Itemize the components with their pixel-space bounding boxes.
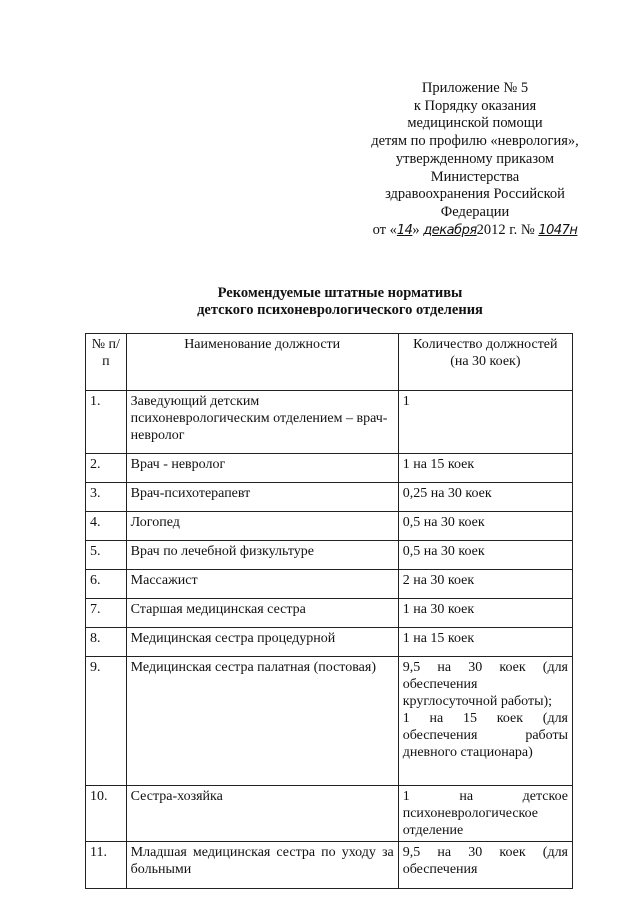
row-number: 5. [86,541,127,570]
appendix-line: утвержденному приказом [395,150,555,167]
row-number: 7. [86,599,127,628]
position-quantity [398,483,572,512]
table-row [86,541,573,570]
quantity-text: 0,5 на 30 коек [402,515,485,530]
document-title [100,285,580,319]
row-number: 6. [86,570,127,599]
order-date-line [340,222,610,240]
handwritten-month: декабря [423,222,477,238]
position-quantity [398,512,572,541]
quantity-text: 9,5 на 30 коек (для обеспечения [402,845,568,877]
position-name: Врач - невролог [126,454,398,483]
table-row [86,657,573,786]
table-row [86,454,573,483]
title-line-1: Рекомендуемые штатные нормативы [217,285,463,301]
row-number: 8. [86,628,127,657]
position-name: Заведующий детским психоневрологическим отделением – врач-невролог [126,391,398,454]
date-mid: » [412,221,420,238]
row-number: 4. [86,512,127,541]
position-quantity [398,657,572,786]
quantity-text: 1 на 15 коек [402,457,475,472]
table-row [86,570,573,599]
table-row [86,391,573,454]
handwritten-day: 14 [396,222,413,238]
row-number: 3. [86,483,127,512]
position-quantity [398,454,572,483]
position-quantity [398,842,572,889]
position-name: Массажист [126,570,398,599]
quantity-text: 1 на 15 коек [402,631,475,646]
table-row [86,786,573,842]
position-quantity [398,628,572,657]
table-header-row [86,334,573,391]
position-quantity [398,391,572,454]
staffing-table [85,333,573,889]
table-row [86,628,573,657]
row-number: 10. [86,786,127,842]
position-name: Врач по лечебной физкультуре [126,541,398,570]
row-number: 11. [86,842,127,889]
position-name: Медицинская сестра процедурной [126,628,398,657]
position-quantity [398,541,572,570]
appendix-line: к Порядку оказания [413,97,537,114]
header-num: № п/п [86,334,127,391]
appendix-line: Федерации [440,203,510,220]
row-number: 2. [86,454,127,483]
position-name: Медицинская сестра палатная (постовая) [126,657,398,786]
header-name: Наименование должности [126,334,398,391]
appendix-line: Министерства [430,168,520,185]
position-name: Старшая медицинская сестра [126,599,398,628]
position-quantity [398,786,572,842]
position-name: Логопед [126,512,398,541]
position-name: Врач-психотерапевт [126,483,398,512]
table-row [86,842,573,889]
table-row [86,512,573,541]
quantity-text: 0,5 на 30 коек [402,544,485,559]
appendix-header [340,80,610,239]
date-year: 2012 г. № [476,221,539,238]
quantity-text: 0,25 на 30 коек [402,486,492,501]
row-number: 9. [86,657,127,786]
handwritten-order-number: 1047н [538,222,578,238]
quantity-text: 1 на детское психоневрологическое отделение [402,789,568,838]
appendix-line: здравоохранения Российской [385,186,565,203]
row-number: 1. [86,391,127,454]
appendix-line: медицинской помощи [407,115,543,132]
appendix-line: детям по профилю «неврология», [371,133,579,150]
header-qty: Количество должностей (на 30 коек) [398,334,572,391]
quantity-text: 2 на 30 коек [402,573,475,588]
quantity-text: 9,5 на 30 коек (для обеспечения круглосуточной работы); [402,660,568,709]
table-row [86,599,573,628]
position-quantity [398,599,572,628]
quantity-text: 1 на 15 коек (для обеспечения работы дневного стационара) [402,711,568,760]
position-name: Сестра-хозяйка [126,786,398,842]
title-line-2: детского психоневрологического отделения [197,302,483,318]
date-prefix: от « [372,221,397,238]
quantity-text: 1 [402,394,410,409]
position-name: Младшая медицинская сестра по уходу за больными [126,842,398,889]
quantity-text: 1 на 30 коек [402,602,475,617]
position-quantity [398,570,572,599]
table-row [86,483,573,512]
appendix-line: Приложение № 5 [421,80,529,96]
